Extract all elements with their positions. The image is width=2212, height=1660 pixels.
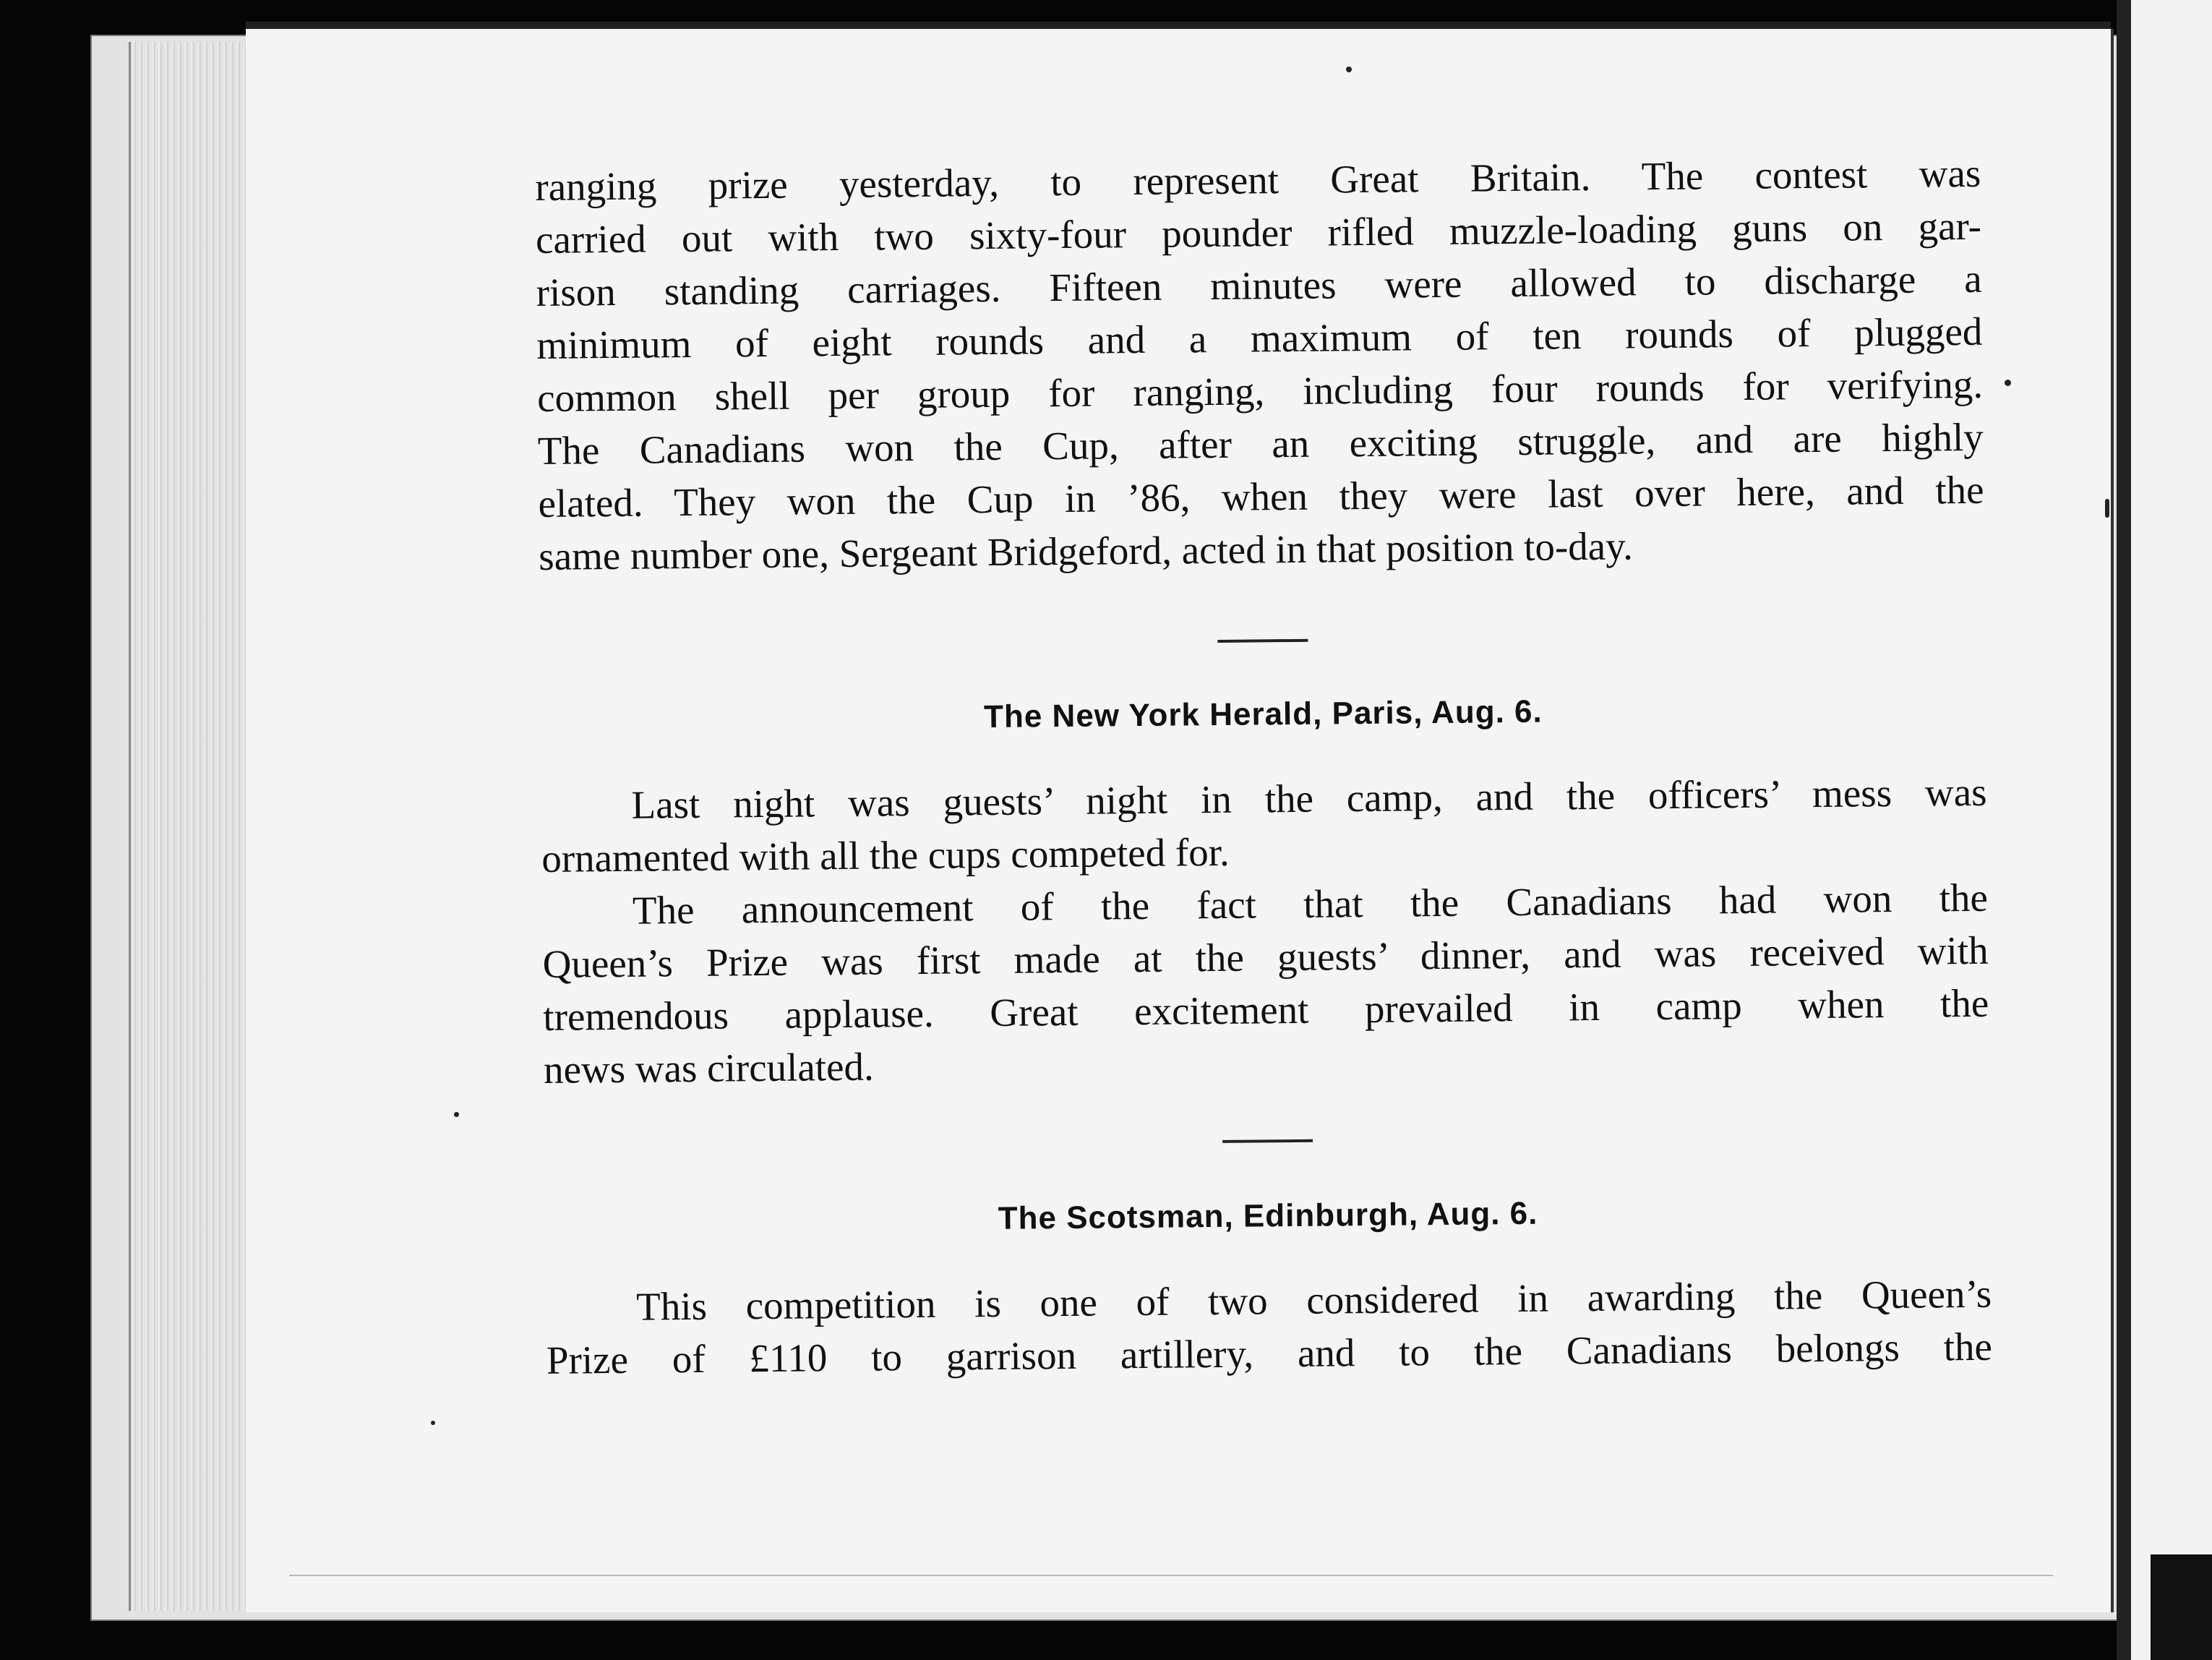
- section-divider: [1217, 639, 1308, 643]
- speck: [454, 1112, 459, 1117]
- scotsman-paragraph: [546, 1267, 1992, 1387]
- section-divider: [1222, 1139, 1313, 1143]
- text-line: ranging prize yesterday, to represent Great Britain. The contest was: [535, 150, 1981, 209]
- speck: [431, 1421, 435, 1425]
- speck: [2005, 380, 2011, 386]
- article-text: [535, 147, 1992, 1387]
- text-line: The announcement of the fact that the Canadians had won the: [632, 875, 1989, 933]
- text-line: The Canadians won the Cup, after an exciting struggle, and are highly: [537, 414, 1984, 473]
- herald-paragraphs: [541, 766, 1989, 1096]
- text-line: This competition is one of two considered in awarding the Queen’s: [635, 1271, 1992, 1329]
- facing-page-strip: [2131, 0, 2212, 1660]
- text-line: Prize of £110 to garrison artillery, and to the Canadians belongs the: [546, 1324, 1993, 1382]
- text-line: elated. They won the Cup in ’86, when they were last over here, and the: [538, 467, 1984, 526]
- page-top-edge: [246, 22, 2111, 29]
- text-line: minimum of eight rounds and a maximum of ten rounds of plugged: [536, 309, 1983, 367]
- text-line: common shell per group for ranging, including four rounds for verifying.: [536, 361, 1984, 420]
- corner-shadow: [2151, 1554, 2212, 1660]
- book-gutter: [2117, 0, 2131, 1660]
- page-bottom-line: [289, 1575, 2053, 1576]
- top-paragraph: [535, 147, 1985, 583]
- scotsman-heading: The Scotsman, Edinburgh, Aug. 6.: [998, 1195, 1538, 1236]
- text-line: Last night was guests’ night in the camp, and the officers’ mess was: [631, 769, 1987, 827]
- text-line: tremendous applause. Great excitement prevailed in camp when the: [543, 980, 1989, 1039]
- text-line: same number one, Sergeant Bridgeford, acted in that position to-day.: [538, 523, 1634, 578]
- text-line: carried out with two sixty-four pounder rifled muzzle-loading guns on gar-: [535, 203, 1982, 262]
- speck: [2105, 499, 2109, 518]
- speck: [1346, 67, 1352, 72]
- text-line: Queen’s Prize was first made at the guests’ dinner, and was received with: [542, 928, 1989, 986]
- herald-heading: The New York Herald, Paris, Aug. 6.: [983, 693, 1543, 735]
- text-line: news was circulated.: [543, 1044, 874, 1092]
- text-line: ornamented with all the cups competed for.: [541, 829, 1230, 881]
- text-line: rison standing carriages. Fifteen minutes were allowed to discharge a: [536, 256, 1982, 315]
